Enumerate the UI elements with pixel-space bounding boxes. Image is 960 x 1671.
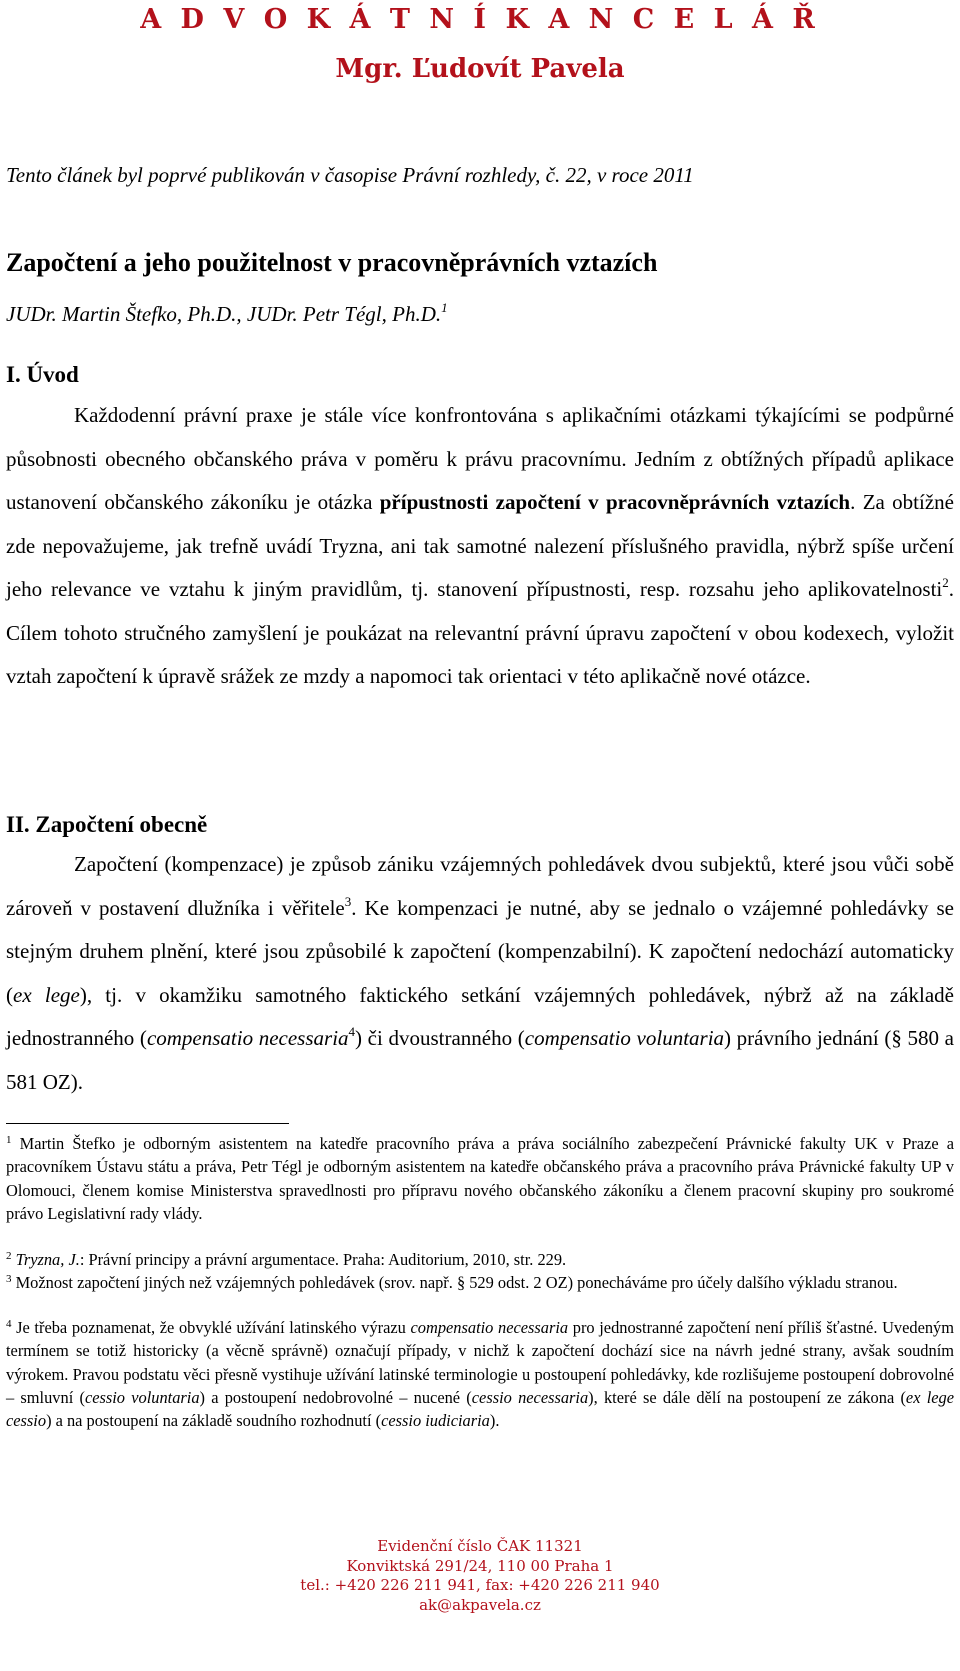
- intro-text-3: . Cílem tohoto stručného zamyšlení je poukázat na relevantní právní úpravu započtení v obou kodexech, vyložit vztah započtení k úpravě srážek ze mzdy a napomoci tak orientaci v této aplikačně nové otázce.: [6, 577, 954, 688]
- footnote-4-term-4: ex lege cessio: [6, 1387, 955, 1431]
- footnote-4-text-c: ) a postoupení nedobrovolné – nucené (: [199, 1387, 472, 1407]
- setoff-text-4: ) či dvoustranného (: [355, 1026, 525, 1050]
- footer-address: Konviktská 291/24, 110 00 Praha 1: [346, 1556, 614, 1575]
- footnote-4-term-2: cessio voluntaria: [84, 1387, 200, 1407]
- footnote-1-number: 1: [6, 1134, 12, 1146]
- footer-registration: Evidenční číslo ČAK 11321: [377, 1537, 583, 1555]
- section-heading-intro: I. Úvod: [6, 362, 79, 387]
- footer-phone: tel.: +420 226 211 941, fax: +420 226 211 940: [300, 1576, 660, 1594]
- footnote-4-text-a: Je třeba poznamenat, že obvyklé užívání latinského výrazu: [16, 1318, 411, 1337]
- term-compensatio-voluntaria: compensatio voluntaria: [524, 1026, 725, 1050]
- intro-text-1: Každodenní právní praxe je stále více konfrontována s aplikačními otázkami týkajícími se podpůrné působnosti obecného občanského práva v poměru k právu pracovnímu. Jedním z obtížných případů aplikace ustanovení občanského zákoníku je otázka: [6, 403, 954, 514]
- footnote-2-text: : Právní principy a právní argumentace. Praha: Auditorium, 2010, str. 229.: [79, 1250, 567, 1269]
- firm-name: A D V O K Á T N Í K A N C E L Á Ř: [140, 4, 820, 35]
- footnote-ref-2: 2: [942, 575, 949, 590]
- footnote-1-text: Martin Štefko je odborným asistentem na katedře pracovního práva a práva sociálního zabezpečení Právnické fakulty UK v Praze a pracovníkem Ústavu státu a práva, Petr Tégl je odborným asistentem na katedře občanského práva a pracovního práva Právnické fakulty UP v Olomouci, členem komise Ministerstva spravedlnosti pro přípravu nového občanského zákoníku a členem pracovní skupiny pro soukromé právo Legislativní rady vlády.: [6, 1134, 954, 1223]
- article-authors: [6, 300, 448, 327]
- footnote-ref-1: 1: [441, 300, 448, 315]
- footnote-4-text-d: ), které se dále dělí na postoupení ze zákona (: [588, 1387, 906, 1407]
- setoff-text-1: Započtení (kompenzace) je způsob zániku vzájemných pohledávek dvou subjektů, které jsou vůči sobě zároveň v postavení dlužníka i věřitele: [6, 852, 954, 920]
- setoff-text-2: . Ke kompenzaci je nutné, aby se jednalo o vzájemné pohledávky se stejným druhem plnění, které jsou způsobilé k započtení (kompenzabilní). K započtení nedochází automaticky (: [6, 895, 954, 1007]
- article-title: Započtení a jeho použitelnost v pracovněprávních vztazích: [6, 248, 658, 277]
- intro-paragraph: [6, 394, 954, 699]
- footnote-4-term-1: compensatio necessaria: [410, 1318, 569, 1337]
- term-ex-lege: ex lege: [13, 982, 80, 1007]
- setoff-paragraph: [6, 843, 954, 1104]
- page-footer: [0, 1537, 960, 1615]
- setoff-text-3: ), tj. v okamžiku samotného faktického setkání vzájemných pohledávek, nýbrž až na základě jednostranného (: [6, 982, 954, 1050]
- footnote-4-text-e: ) a na postoupení na základě soudního rozhodnutí (: [46, 1411, 382, 1431]
- footnote-ref-3: 3: [344, 893, 352, 909]
- footnote-4-number: 4: [6, 1318, 12, 1330]
- footnote-4-term-5: cessio iudiciaria: [381, 1411, 490, 1431]
- footnote-1: [6, 1132, 954, 1225]
- footnote-2-number: 2: [6, 1250, 12, 1262]
- intro-bold-phrase: přípustnosti započtení v pracovněprávních vztazích: [379, 490, 851, 514]
- term-compensatio-necessaria: compensatio necessaria: [146, 1026, 349, 1050]
- publication-note: Tento článek byl poprvé publikován v časopise Právní rozhledy, č. 22, v roce 2011: [6, 163, 694, 187]
- footnote-3-text: Možnost započtení jiných než vzájemných pohledávek (srov. např. § 529 odst. 2 OZ) ponecháváme pro účely dalšího výkladu stranou.: [15, 1273, 898, 1292]
- intro-text-2: . Za obtížné zde nepovažujeme, jak trefně uvádí Tryzna, ani tak samotné nalezení příslušného pravidla, nýbrž spíše určení jeho relevance ve vztahu k jiným pravidlům, tj. stanovení přípustnosti, resp. rozsahu jeho aplikovatelnosti: [6, 490, 954, 601]
- footnote-2: [6, 1248, 954, 1271]
- footnote-separator: [6, 1123, 289, 1124]
- section-heading-setoff: II. Započtení obecně: [6, 812, 208, 837]
- footnote-4-term-3: cessio necessaria: [471, 1387, 589, 1407]
- footnote-3-number: 3: [6, 1273, 12, 1285]
- setoff-text-5: ) právního jednání (§ 580 a 581 OZ).: [6, 1026, 954, 1094]
- footnote-2-author: Tryzna, J.: [15, 1250, 80, 1269]
- footnote-4-text-b: pro jednostranné započtení není příliš šťastné. Uvedeným termínem se totiž historicky (a věcně správně) označují případy, v nichž k započtení dochází sice na návrh jedné strany, avšak soudním výrokem. Pravou podstatu věci přesně vystihuje užívání latinské terminologie u postoupení pohledávky, kde rozlišujeme postoupení dobrovolné – smluvní (: [6, 1318, 954, 1407]
- footnote-4: [6, 1316, 954, 1432]
- footnote-4-text-f: ).: [489, 1411, 500, 1431]
- footnote-ref-4: 4: [348, 1024, 356, 1039]
- authors-text: JUDr. Martin Štefko, Ph.D., JUDr. Petr Tégl, Ph.D.: [6, 302, 442, 326]
- footnote-3: [6, 1271, 954, 1294]
- footer-email: ak@akpavela.cz: [419, 1595, 541, 1614]
- lawyer-name: Mgr. Ľudovít Pavela: [335, 54, 625, 84]
